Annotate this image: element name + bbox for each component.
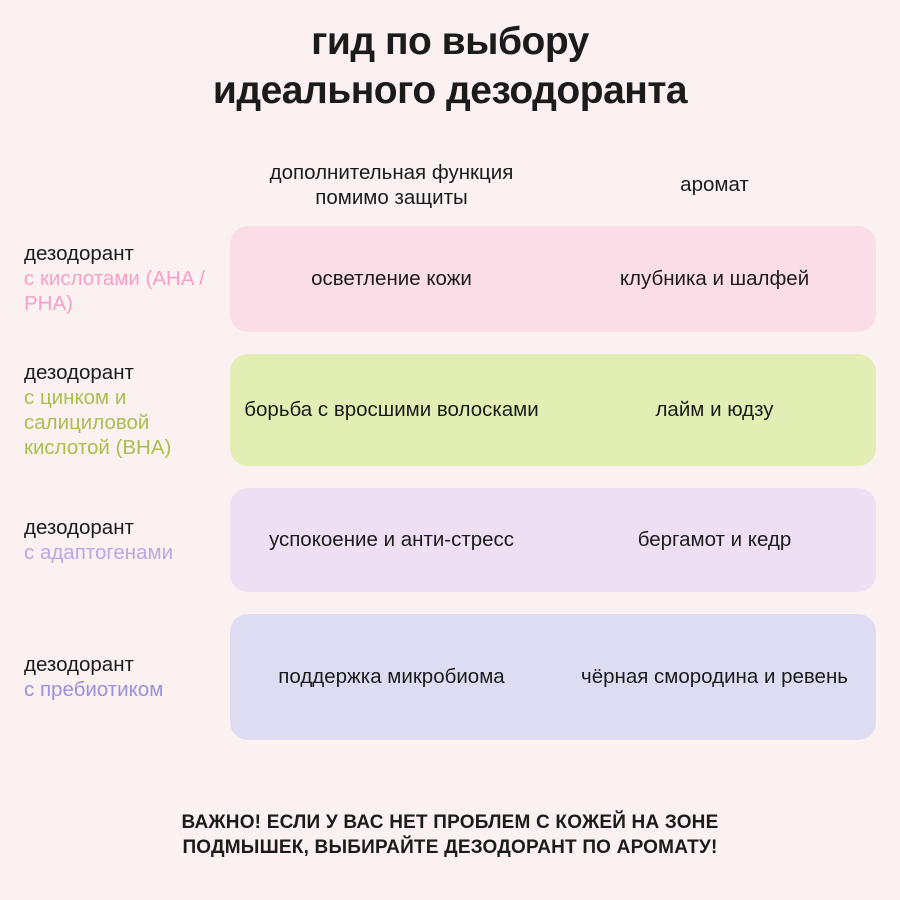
row-label-acids [24, 226, 230, 332]
column-header-function: дополнительная функция помимо защиты [269, 160, 514, 209]
cell-scent: бергамот и кедр [637, 528, 792, 551]
footer-line-1: ВАЖНО! ЕСЛИ У ВАС НЕТ ПРОБЛЕМ С КОЖЕЙ НА ЗОНЕ [181, 811, 719, 833]
table-row [24, 614, 876, 740]
row-card-zinc [230, 354, 876, 466]
row-label-main: дезодорант [24, 515, 134, 539]
row-label-accent: с цинком и салициловой кислотой (BHA) [24, 385, 172, 459]
row-label-accent: с адаптогенами [24, 540, 174, 564]
row-label-prebiotic [24, 614, 230, 740]
footer-line-2: ПОДМЫШЕК, ВЫБИРАЙТЕ ДЕЗОДОРАНТ ПО АРОМАТУ! [182, 836, 718, 858]
cell-scent: чёрная смородина и ревень [581, 665, 848, 688]
row-label-zinc [24, 354, 230, 466]
row-label-main: дезодорант [24, 652, 134, 676]
row-card-adaptogens [230, 488, 876, 592]
cell-function: успокоение и анти-стресс [268, 528, 515, 551]
cell-scent: клубника и шалфей [619, 267, 810, 290]
title-line-2: идеального дезодоранта [212, 68, 688, 112]
header-cells [230, 160, 876, 210]
title-line-1: гид по выбору [311, 20, 589, 63]
table-row [24, 488, 876, 592]
page-title [0, 0, 900, 116]
cell-scent: лайм и юдзу [655, 398, 774, 421]
row-label-adaptogens [24, 488, 230, 592]
table-row [24, 354, 876, 466]
header-label-spacer [24, 160, 230, 210]
row-card-prebiotic [230, 614, 876, 740]
table-row [24, 226, 876, 332]
cell-function: осветление кожи [311, 267, 472, 290]
row-card-acids [230, 226, 876, 332]
cell-function: борьба с вросшими волосками [244, 398, 539, 421]
row-label-accent: с пребиотиком [24, 677, 164, 701]
column-header-scent: аромат [680, 173, 749, 196]
row-label-main: дезодорант [24, 242, 134, 265]
cell-function: поддержка микробиома [278, 665, 505, 688]
row-label-main: дезодорант [24, 360, 134, 384]
comparison-table [0, 160, 900, 740]
footer-note [0, 810, 900, 860]
table-header-row [24, 160, 876, 210]
row-label-accent: с кислотами (AHA / PHA) [24, 267, 205, 315]
